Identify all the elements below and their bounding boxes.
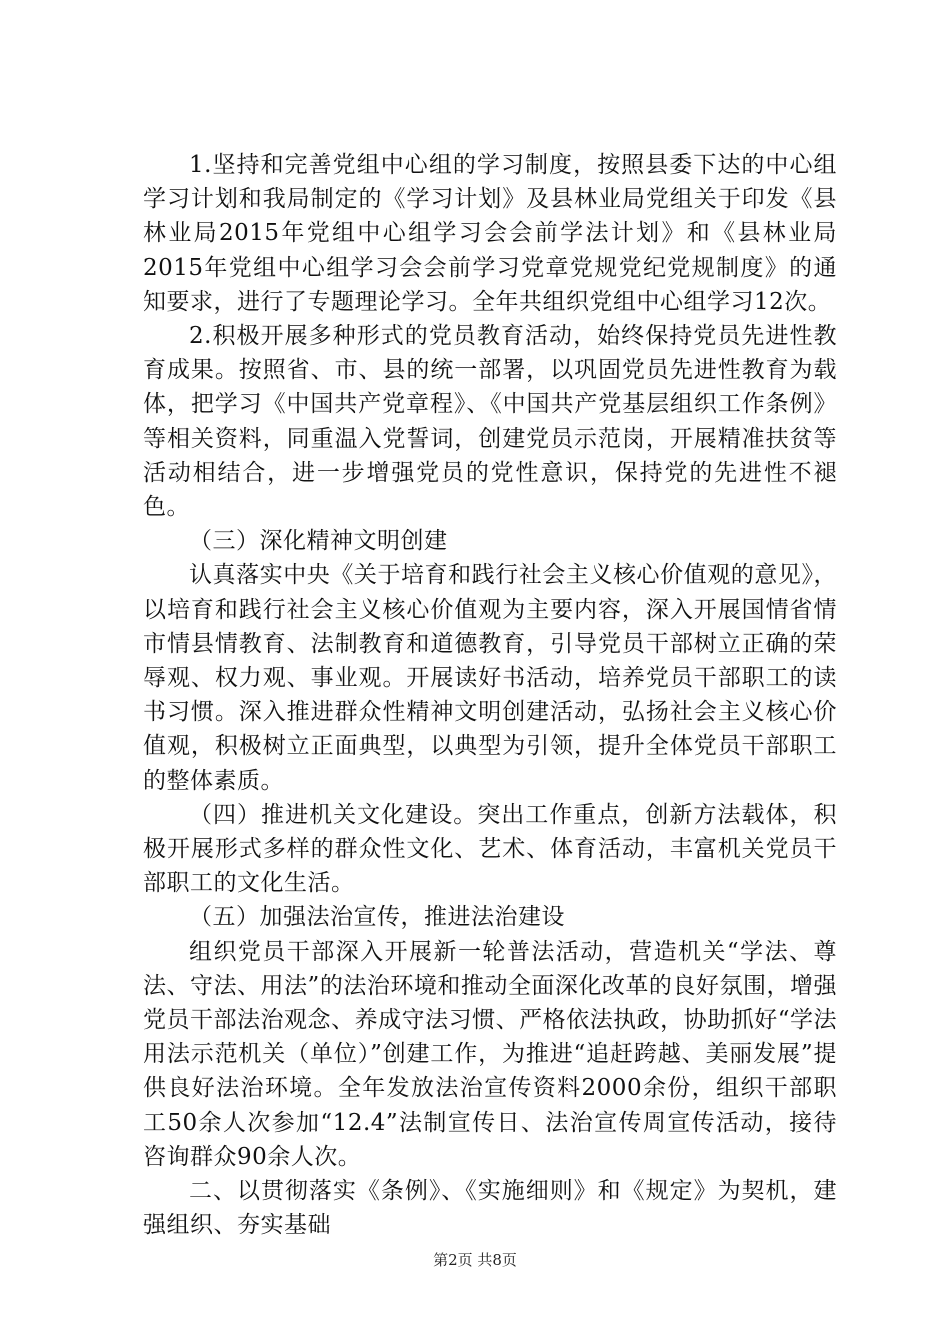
paragraph-study-system: 1.坚持和完善党组中心组的学习制度，按照县委下达的中心组学习计划和我局制定的《学习计划》及县林业局党组关于印发《县林业局2015年党组中心组学习会会前学法计划》和《县林业局2015年党组中心组学习会会前学习党章党规党纪党规制度》的通知要求，进行了专题理论学习。全年共组织党组中心组学习12次。 bbox=[143, 152, 837, 315]
page-number-footer: 第2页 共8页 bbox=[433, 1251, 517, 1269]
heading-section-two: 二、以贯彻落实《条例》、《实施细则》和《规定》为契机，建强组织、夯实基础 bbox=[143, 1178, 837, 1239]
paragraph-organ-culture: （四）推进机关文化建设。突出工作重点，创新方法载体，积极开展形式多样的群众性文化、艺术、体育活动，丰富机关党员干部职工的文化生活。 bbox=[143, 801, 837, 897]
paragraph-core-values: 认真落实中央《关于培育和践行社会主义核心价值观的意见》，以培育和践行社会主义核心价值观为主要内容，深入开展国情省情市情县情教育、法制教育和道德教育，引导党员干部树立正确的荣辱观、权力观、事业观。开展读好书活动，培养党员干部职工的读书习惯。深入推进群众性精神文明创建活动，弘扬社会主义核心价值观，积极树立正面典型，以典型为引领，提升全体党员干部职工的整体素质。 bbox=[143, 562, 837, 794]
heading-rule-of-law: （五）加强法治宣传，推进法治建设 bbox=[189, 904, 565, 931]
paragraph-member-education: 2.积极开展多种形式的党员教育活动，始终保持党员先进性教育成果。按照省、市、县的统一部署，以巩固党员先进性教育为载体，把学习《中国共产党章程》、《中国共产党基层组织工作条例》等相关资料，同重温入党誓词，创建党员示范岗，开展精准扶贫等活动相结合，进一步增强党员的党性意识，保持党的先进性不褪色。 bbox=[143, 323, 837, 521]
paragraph-law-publicity: 组织党员干部深入开展新一轮普法活动，营造机关“学法、尊法、守法、用法”的法治环境和推动全面深化改革的良好氛围，增强党员干部法治观念、养成守法习惯、严格依法执政，协助抓好“学法用法示范机关（单位）”创建工作，为推进“追赶跨越、美丽发展”提供良好法治环境。全年发放法治宣传资料2000余份，组织干部职工50余人次参加“12.4”法制宣传日、法治宣传周宣传活动，接待咨询群众90余人次。 bbox=[143, 938, 837, 1170]
heading-spiritual-civilization: （三）深化精神文明创建 bbox=[189, 528, 448, 555]
document-body bbox=[143, 148, 837, 1243]
